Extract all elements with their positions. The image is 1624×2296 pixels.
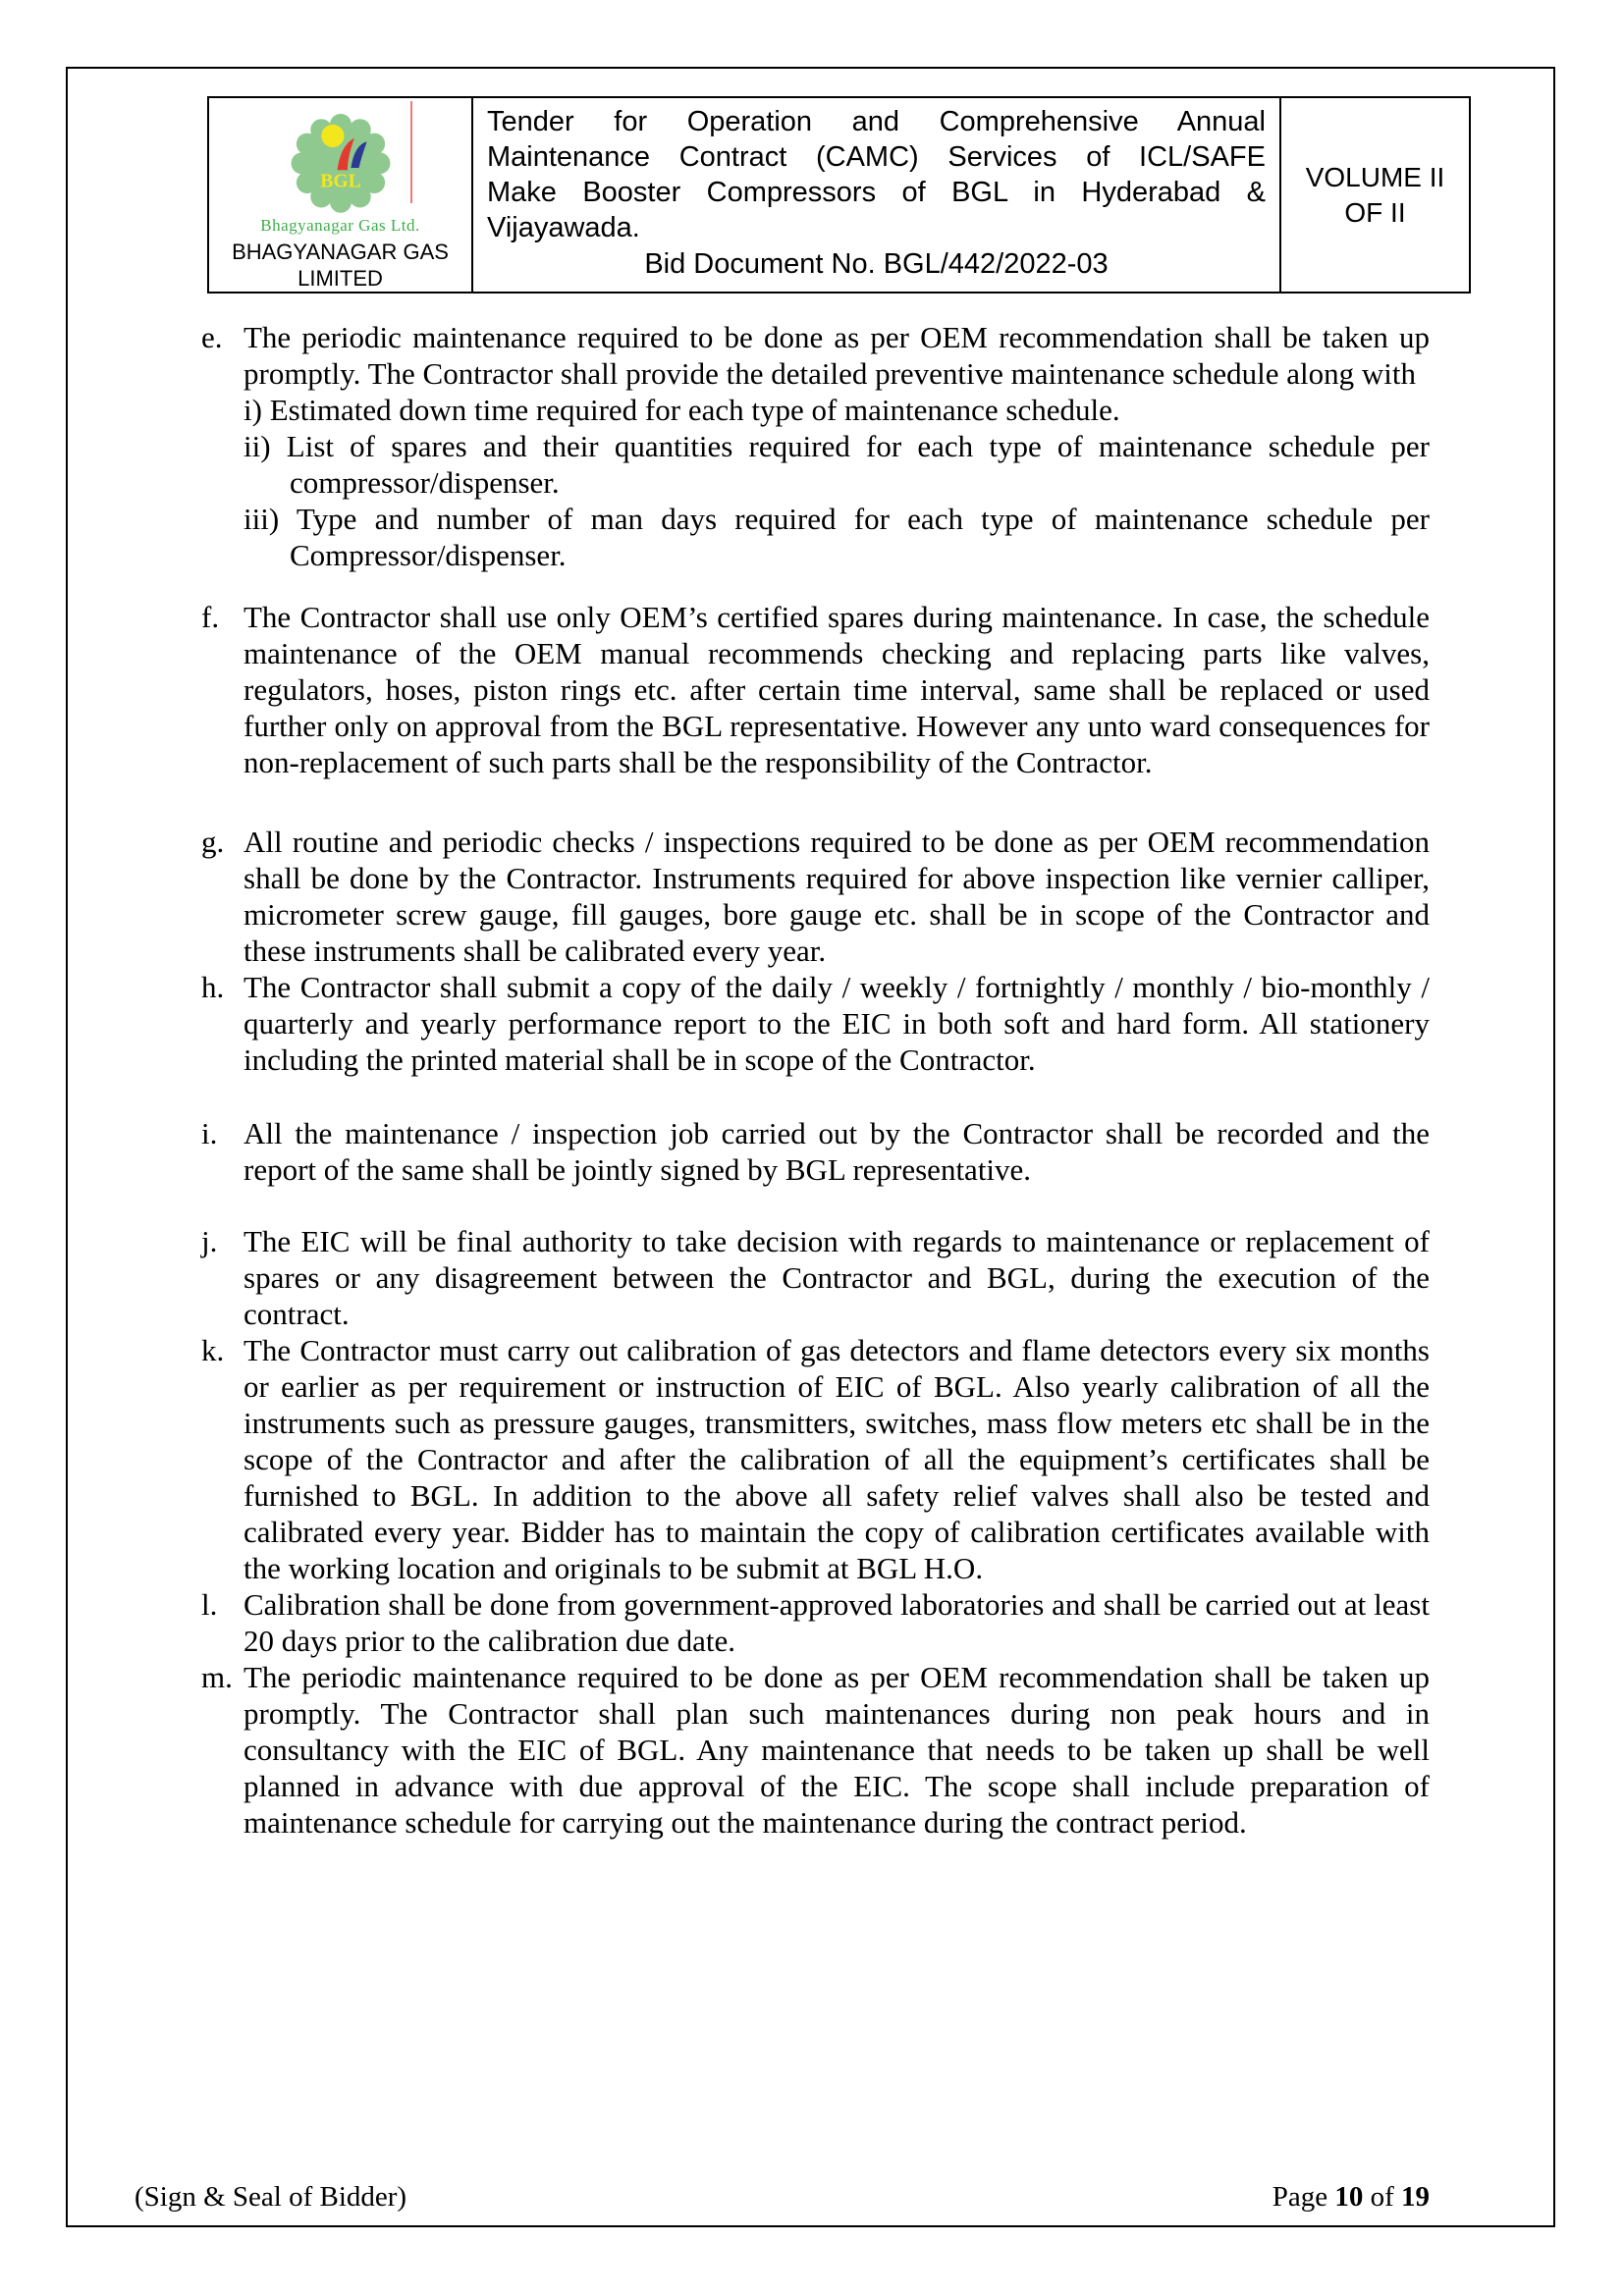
tender-title-line: Maintenance Contract (CAMC) Services of ICL/SAFE — [487, 141, 1266, 173]
header-table — [207, 96, 1471, 294]
item-text: The periodic maintenance required to be done as per OEM recommendation shall be taken up promptly. The Contractor shall provide the detailed preventive maintenance schedule along with — [244, 320, 1430, 391]
tender-title-cell — [471, 98, 1281, 292]
item-text: The Contractor shall use only OEM’s certified spares during maintenance. In case, the schedule maintenance of the OEM manual recommends checking and replacing parts like valves, regulators, hoses, piston rings etc. after certain time interval, same shall be replaced or used further only on approval from the BGL representative. However any unto ward consequences for non-replacement of such parts shall be the responsibility of the Contractor. — [244, 600, 1430, 779]
bgl-logo-icon — [281, 104, 401, 218]
page-number — [1272, 2181, 1430, 2214]
list-item-l — [201, 1586, 1430, 1659]
list-item-h — [201, 969, 1430, 1078]
item-label: i. — [201, 1116, 218, 1150]
list-item-j — [201, 1223, 1430, 1332]
item-label: e. — [201, 320, 223, 354]
list-item-e — [201, 319, 1430, 573]
sub-item-ii — [244, 428, 1430, 501]
item-label: f. — [201, 600, 220, 634]
tender-title-line: Vijayawada. — [487, 212, 640, 243]
of-word: of — [1370, 2181, 1394, 2213]
volume-cell — [1281, 98, 1469, 292]
item-text: The Contractor must carry out calibration of gas detectors and flame detectors every six months or earlier as per requirement or instruction of EIC of BGL. Also yearly calibration of all the instruments such as pressure gauges, transmitters, switches, mass flow meters etc shall be in the scope of the Contractor and after the calibration of all the equipment’s certificates shall be furnished to BGL. In addition to the above all safety relief valves shall also be tested and calibrated every year. Bidder has to maintain the copy of calibration certificates available with the working location and originals to be submit at BGL H.O. — [244, 1333, 1430, 1585]
item-label: j. — [201, 1224, 218, 1258]
subitem-text: Type and number of man days required for each type of maintenance schedule per Compressor/dispenser. — [290, 502, 1430, 572]
list-item-m — [201, 1659, 1430, 1841]
page-footer — [135, 2181, 1430, 2214]
sub-item-i — [244, 392, 1430, 428]
subitem-label: i) — [244, 393, 262, 427]
volume-line: OF II — [1344, 196, 1406, 228]
page-border — [66, 67, 1555, 2227]
subitem-text: Estimated down time required for each type of maintenance schedule. — [269, 393, 1120, 427]
logo-acronym: BGL — [319, 170, 361, 192]
item-label: l. — [201, 1587, 218, 1622]
page-total: 19 — [1401, 2181, 1430, 2213]
list-item-f — [201, 599, 1430, 780]
document-body — [68, 294, 1553, 1841]
logo-cell — [209, 98, 471, 292]
scan-artifact-line — [410, 101, 412, 203]
page-word: Page — [1272, 2181, 1328, 2213]
item-label: k. — [201, 1333, 225, 1367]
item-label: h. — [201, 970, 225, 1004]
sub-item-iii — [244, 501, 1430, 573]
subitem-text: List of spares and their quantities required for each type of maintenance schedule per compressor/dispenser. — [286, 429, 1430, 500]
company-name: BHAGYANAGAR GAS LIMITED — [232, 240, 449, 291]
list-item-i — [201, 1115, 1430, 1188]
page-current: 10 — [1334, 2181, 1364, 2213]
subitem-label: ii) — [244, 429, 271, 463]
bid-document-number: Bid Document No. BGL/442/2022-03 — [644, 248, 1109, 280]
item-text: The EIC will be final authority to take decision with regards to maintenance or replacement of spares or any disagreement between the Contractor and BGL, during the execution of the contract. — [244, 1224, 1430, 1331]
logo-caption: Bhagyanagar Gas Ltd. — [260, 216, 420, 235]
item-text: All the maintenance / inspection job carried out by the Contractor shall be recorded and the report of the same shall be jointly signed by BGL representative. — [244, 1116, 1430, 1187]
sign-seal-text: (Sign & Seal of Bidder) — [135, 2181, 407, 2213]
item-label: g. — [201, 825, 225, 859]
list-item-k — [201, 1332, 1430, 1586]
item-text: All routine and periodic checks / inspections required to be done as per OEM recommendation shall be done by the Contractor. Instruments required for above inspection like vernier calliper, micrometer screw gauge, fill gauges, bore gauge etc. shall be in scope of the Contractor and these instruments shall be calibrated every year. — [244, 825, 1430, 968]
tender-title-line: Tender for Operation and Comprehensive Annual — [487, 106, 1266, 137]
item-label: m. — [201, 1660, 233, 1694]
subitem-label: iii) — [244, 502, 280, 536]
sun-icon — [321, 125, 344, 147]
list-item-g — [201, 824, 1430, 969]
item-text: The Contractor shall submit a copy of the daily / weekly / fortnightly / monthly / bio-monthly / quarterly and yearly performance report to the EIC in both soft and hard form. All stationery including the printed material shall be in scope of the Contractor. — [244, 970, 1430, 1077]
item-text: Calibration shall be done from government-approved laboratories and shall be carried out at least 20 days prior to the calibration due date. — [244, 1587, 1430, 1658]
tender-title-line: Make Booster Compressors of BGL in Hyderabad & — [487, 177, 1266, 208]
volume-line: VOLUME II — [1305, 161, 1445, 192]
item-text: The periodic maintenance required to be done as per OEM recommendation shall be taken up promptly. The Contractor shall plan such maintenances during non peak hours and in consultancy with the EIC of BGL. Any maintenance that needs to be taken up shall be well planned in advance with due approval of the EIC. The scope shall include preparation of maintenance schedule for carrying out the maintenance during the contract period. — [244, 1660, 1430, 1840]
